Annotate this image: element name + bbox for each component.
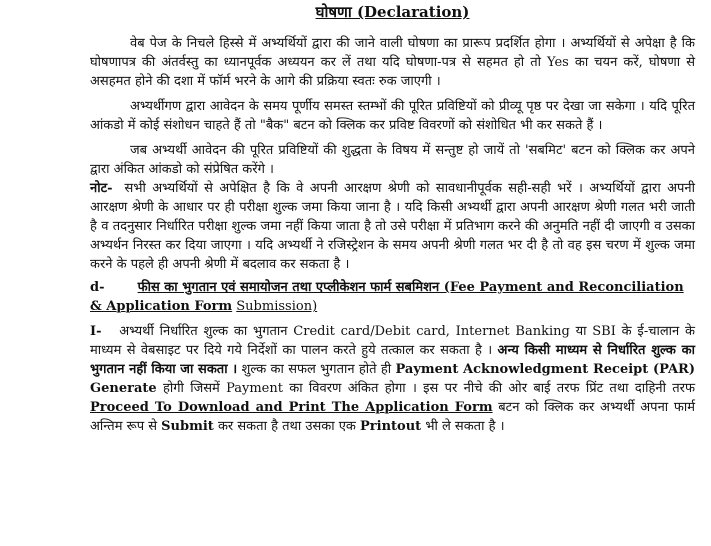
item-1-text-8: Submit	[161, 419, 214, 434]
paragraph-2: अभ्यर्थीगण द्वारा आवेदन के समय पूर्णीय समस्त स्तम्भों की पूरित प्रविष्टियों को प्रीव्यू पृष्ठ पर देखा जा सकेगा । यदि पूरित आंकडो में कोई संशोधन चाहते हैं तो "बैक" बटन को क्लिक कर प्रविष्ट विवरणों को संशोधित भी कर सकते हैं ।	[90, 99, 695, 133]
declaration-heading: घोषणा (Declaration)	[315, 3, 470, 21]
item-1-paragraph	[90, 322, 695, 436]
item-1-text-6: Proceed To Download and Print The Application Form	[90, 400, 493, 415]
section-d-title-rest: Submission)	[236, 299, 318, 314]
item-1-text-1: अभ्यर्थी निर्धारित शुल्क का भुगतान Credit card/Debit card, Internet Banking या SBI के ई-चालान के माध्यम से वेबसाइट पर दिये गये निर्देशों का पालन करते हुये तत्काल कर सकता है ।	[90, 324, 695, 358]
item-1-text-3: शुल्क का सफल भुगतान होते ही	[241, 362, 392, 377]
item-1-text-2: अन्य किसी माध्यम से निर्धारित शुल्क का भुगतान नहीं किया जा सकता ।	[90, 343, 695, 377]
item-1-text-5: होगी जिसमें Payment का विवरण अंकित होगा । इस पर नीचे की ओर बाई तरफ प्रिंट तथा दाहिनी तरफ	[162, 381, 695, 396]
section-d-heading	[90, 278, 695, 316]
item-1-label: I-	[90, 324, 102, 339]
section-d-title: फीस का भुगतान एवं समायोजन तथा एप्लीकेशन फार्म सबमिशन (Fee Payment and Reconciliation & Application Form	[90, 280, 684, 314]
item-1-text-9: कर सकता है तथा उसका एक	[217, 419, 356, 434]
item-1-text-10: Printout	[360, 419, 422, 434]
note-label: नोट-	[90, 181, 113, 196]
item-1-text-7: बटन को क्लिक कर अभ्यर्थी अपना फार्म अन्तिम रूप से	[90, 400, 695, 434]
note-text: सभी अभ्यर्थियों से अपेक्षित है कि वे अपनी आरक्षण श्रेणी को सावधानीपूर्वक सही-सही भरें । अभ्यर्थियों द्वारा अपनी आरक्षण श्रेणी के आधार पर ही परीक्षा शुल्क जमा किया जाना है । यदि किसी अभ्यर्थी द्वारा अपनी आरक्षण श्रेणी गलत भरी जाती है व तदनुसार निर्धारित परीक्षा शुल्क जमा नहीं किया जाता है तो उसे परीक्षा में प्रतिभाग करने की अनुमति नहीं दी जाएगी व उसका अभ्यर्थन निरस्त कर दिया जाएगा । यदि अभ्यर्थी ने रजिस्ट्रेशन के समय अपनी श्रेणी गलत भर दी है तो वह इस चरण में शुल्क जमा करने के पहले ही अपनी श्रेणी में बदलाव कर सकता है ।	[90, 181, 695, 272]
paragraph-1: वेब पेज के निचले हिस्से में अभ्यर्थियों द्वारा की जाने वाली घोषणा का प्रारूप प्रदर्शित होगा । अभ्यर्थियों से अपेक्षा है कि घोषणापत्र की अंतर्वस्तु का ध्यानपूर्वक अध्ययन कर लें तथा यदि घोषणा-पत्र से सहमत हो तो Yes का चयन करें, घोषणा से असहमत होने की दशा में फॉर्म भरने के आगे की प्रक्रिया स्वतः रुक जाएगी ।	[90, 36, 695, 89]
paragraph-3: जब अभ्यर्थी आवेदन की पूरित प्रविष्टियों की शुद्धता के विषय में सन्तुष्ट हो जायें तो 'सबमिट' बटन को क्लिक कर अपने द्वारा अंकित आंकडो को संप्रेषित करेंगे ।	[90, 143, 695, 177]
note-paragraph	[90, 179, 695, 274]
section-d-label: d-	[90, 280, 105, 295]
item-1-text-4: Payment Acknowledgment Receipt (PAR) Generate	[90, 362, 695, 396]
page-title	[90, 0, 695, 22]
item-1-text-11: भी ले सकता है ।	[425, 419, 505, 434]
